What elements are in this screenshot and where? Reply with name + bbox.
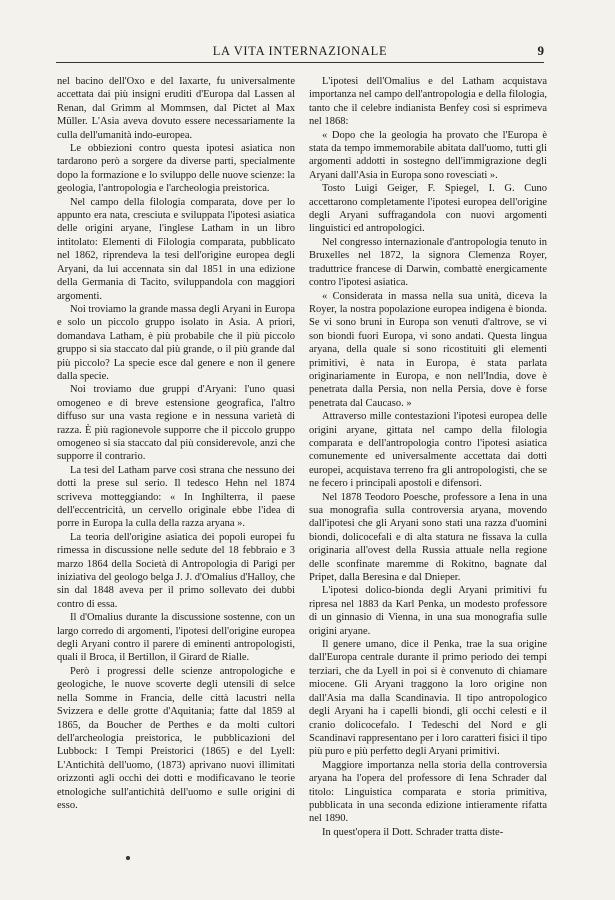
ink-speck: [126, 856, 130, 860]
paragraph: La tesi del Latham parve così strana che nessuno dei dotti la prese sul serio. Il tedesco Hehn nel 1874 scriveva motteggiando: « In Inghilterra, il paese dell'eccentricità, un cervello originale ebbe l'idea di porre in Europa la culla della razza aryana ».: [57, 464, 295, 530]
quotation: « Dopo che la geologia ha provato che l'Europa è stata da tempo immemorabile abitata dall'uomo, tutti gli argomenti addotti in sostegno dell'immigrazione degli Aryani dall'Asia in Europa sono rovesciati ».: [309, 129, 547, 181]
paragraph: Nel 1878 Teodoro Poesche, professore a Iena in una sua monografia sulla controversia aryana, movendo dall'ipotesi che gli Aryani sono stati una razza d'uomini biondi, dolicocefali e di alta statura ne fissava la culla originaria all'ovest della Russia attuale nella regione delle sconfinate maremme di Rokitno, bagnate dal Pripet, dalla Beresina e dal Dnieper.: [309, 491, 547, 584]
paragraph: Nel campo della filologia comparata, dove per lo appunto era nata, cresciuta e sviluppata l'ipotesi asiatica delle origini aryane, l'inglese Latham in un libro intitolato: Elementi di Filologia comparata, pubblicato nel 1862, riprendeva la tesi dell'origine europea degli Aryani, da lui accennata sin dal 1851 in una edizione della Germania di Tacito, sviluppandola con maggiori argomenti.: [57, 196, 295, 302]
running-title: LA VITA INTERNAZIONALE: [212, 44, 388, 58]
right-column: [309, 75, 547, 839]
paragraph: La teoria dell'origine asiatica dei popoli europei fu rimessa in discussione nelle sedute del 18 febbraio e 3 marzo 1864 della Società di Antropologia di Parigi per iniziativa del geologo belga J. J. d'Omalius d'Halloy, che sin dal 1848 aveva per il primo sollevato dei dubbi contro di essa.: [57, 531, 295, 610]
paragraph: Le obbiezioni contro questa ipotesi asiatica non tardarono però a sorgere da diverse parti, specialmente dopo la formazione e lo sviluppo delle nuove scienze: la geologia, l'antropologia e l'archeologia preistorica.: [57, 143, 295, 195]
paragraph: In quest'opera il Dott. Schrader tratta diste-: [322, 826, 504, 838]
paragraph: Nel congresso internazionale d'antropologia tenuto in Bruxelles nel 1872, la signora Clemenza Royer, traduttrice francese di Darwin, combattè energicamente contro l'ipotesi asiatica.: [309, 236, 547, 289]
paragraph: L'ipotesi dell'Omalius e del Latham acquistava importanza nel campo dell'antropologia e della filologia, tanto che il celebre indianista Benfey così si esprimeva nel 1868:: [309, 76, 547, 128]
paragraph: Il genere umano, dice il Penka, trae la sua origine dall'Europa centrale durante il primo periodo dei tempi terziari, che da Lyell in poi si è convenuto di chiamare miocene. Gli Aryani traggono la loro origine non dall'Asia ma dalla Scandinavia. Il tipo antropologico degli Aryani ha i capelli biondi, gli occhi celesti e il cranio dolicocefalo. I Tedeschi del Nord e gli Scandinavi rappresentano per i loro caratteri fisici il tipo più puro e più perfetto degli Aryani primitivi.: [309, 639, 547, 758]
paragraph: Tosto Luigi Geiger, F. Spiegel, I. G. Cuno accettarono completamente l'ipotesi europea dell'origine degli Aryani suffragandola con nuovi argomenti linguistici ed antropologici.: [309, 183, 547, 235]
running-header: [56, 44, 544, 60]
quotation: « Considerata in massa nella sua unità, diceva la Royer, la nostra popolazione europea indigena è bionda. Se vi sono bruni in Europa son venuti d'altrove, se vi son biondi fuori Europa, vi sono andati. Questa lingua aryana, della quale si sono ricostituiti gli elementi primitivi, è nata in Europa, è stata parlata originariamente in Europa, e non nell'India, dove è penetrata dalla Persia, non nella Persia, dove è forse penetrata dal Caucaso. »: [309, 290, 547, 409]
paragraph: L'ipotesi dolico-bionda degli Aryani primitivi fu ripresa nel 1883 da Karl Penka, un modesto professore di un ginnasio di Vienna, in una sua monografia sulle origini aryane.: [309, 585, 547, 637]
paragraph: Noi troviamo la grande massa degli Aryani in Europa e solo un piccolo gruppo isolato in Asia. A priori, domandava Latham, è più probabile che il più piccolo gruppo si sia staccato dal più grande, o il più grande dal più piccolo? La specie esce dal genere e non il genere dalla specie.: [57, 303, 295, 382]
paragraph: Il d'Omalius durante la discussione sostenne, con un largo corredo di argomenti, l'ipotesi dell'origine europea degli Aryani contro il parere di eminenti antropologisti, quali il Broca, il Bertillon, il Girard de Rialle.: [57, 612, 295, 664]
paragraph: Noi troviamo due gruppi d'Aryani: l'uno quasi omogeneo e di breve estensione geografica, l'altro diffuso sur una vasta regione e in nessuna varietà di razza. È più ragionevole supporre che il piccolo gruppo omogeneo si sia staccato dal più considerevole, anzi che supporre il contrario.: [57, 384, 295, 463]
paragraph: Attraverso mille contestazioni l'ipotesi europea delle origini aryane, gittata nel campo della filologia comparata e dell'antropologia contro l'ipotesi asiatica comunemente ed universalmente accettata dai dotti europei, acquistava terreno fra gli antropologisti, che se ne fecero i principali apostoli e difensori.: [309, 411, 547, 490]
page-number: 9: [537, 43, 544, 58]
paragraph: Maggiore importanza nella storia della controversia aryana ha l'opera del professore di Iena Schrader dal titolo: Linguistica comparata e storia primitiva, pubblicata in una seconda edizione intieramente rifatta nel 1890.: [309, 759, 547, 825]
paragraph: nel bacino dell'Oxo e del Iaxarte, fu universalmente accettata dai più insigni eruditi d'Europa dal Lassen al Renan, dal Grimm al Mommsen, dal Pictet al Max Müller. L'Asia aveva dovuto essere necessariamente la culla dell'umanità indo-europea.: [57, 76, 295, 141]
left-column: [57, 75, 295, 812]
header-rule: [56, 62, 544, 63]
paragraph: Però i progressi delle scienze antropologiche e geologiche, le nuove scoverte degli utensili di selce nella Somme in Francia, delle città lacustri nella Svizzera e delle grotte d'Aquitania; fatte dal 1859 al 1865, da Boucher de Perthes e da molti cultori dell'archeologia preistorica, le pubblicazioni del Lubbock: I Tempi Preistorici (1865) e del Lyell: L'Antichità dell'uomo, (1873) aprivano nuovi illimitati orizzonti agli occhi dei dotti e modificavano le teorie etnologiche sull'antichità dell'uomo e sulle origini di esso.: [57, 665, 295, 811]
